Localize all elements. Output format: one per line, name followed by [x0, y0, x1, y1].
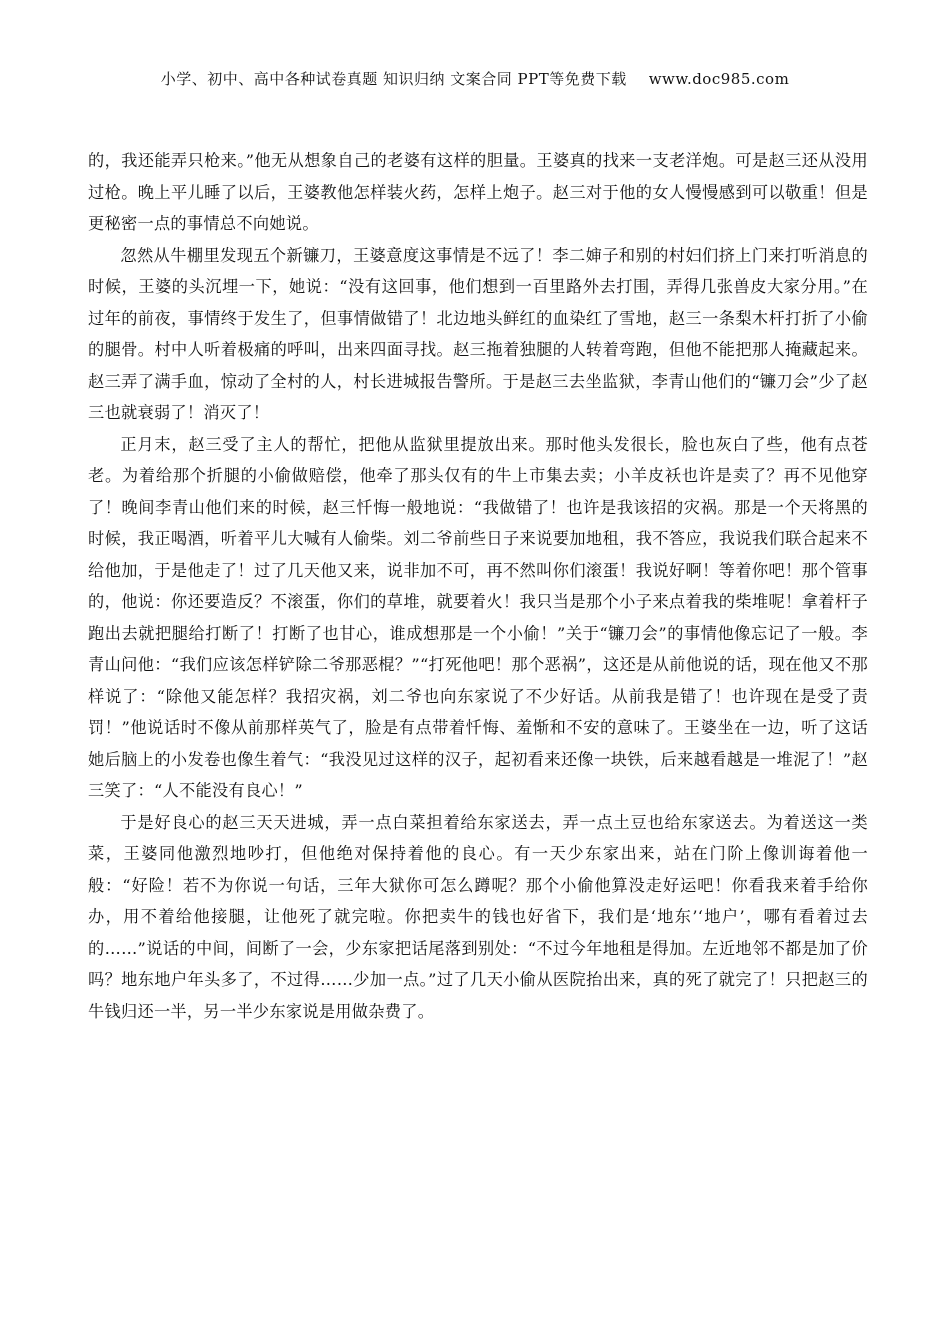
paragraph-3: 正月末，赵三受了主人的帮忙，把他从监狱里提放出来。那时他头发很长，脸也灰白了些，他有点苍老。为着给那个折腿的小偷做赔偿，他牵了那头仅有的牛上市集去卖；小羊皮袄也许是卖了？再不见他穿了！晚间李青山他们来的时候，赵三忏悔一般地说：“我做错了！也许是我该招的灾祸。那是一个天将黑的时候，我正喝酒，听着平儿大喊有人偷柴。刘二爷前些日子来说要加地租，我不答应，我说我们联合起来不给他加，于是他走了！过了几天他又来，说非加不可，再不然叫你们滚蛋！我说好啊！等着你吧！那个管事的，他说：你还要造反？不滚蛋，你们的草堆，就要着火！我只当是那个小子来点着我的柴堆呢！拿着杆子跑出去就把腿给打断了！打断了也甘心，谁成想那是一个小偷！”关于“镰刀会”的事情他像忘记了一般。李青山问他：“我们应该怎样铲除二爷那恶棍？”“打死他吧！那个恶祸”，这还是从前他说的话，现在他又不那样说了：“除他又能怎样？我招灾祸，刘二爷也向东家说了不少好话。从前我是错了！也许现在是受了责罚！”他说话时不像从前那样英气了，脸是有点带着忏悔、羞惭和不安的意味了。王婆坐在一边，听了这话她后脑上的小发卷也像生着气：“我没见过这样的汉子，起初看来还像一块铁，后来越看越是一堆泥了！”赵三笑了：“人不能没有良心！”: [88, 434, 868, 800]
article-body: [88, 145, 868, 1027]
page-header: [0, 68, 950, 89]
paragraph-4: 于是好良心的赵三天天进城，弄一点白菜担着给东家送去，弄一点土豆也给东家送去。为着送这一类菜，王婆同他激烈地吵打，但他绝对保持着他的良心。有一天少东家出来，站在门阶上像训诲着他一般：“好险！若不为你说一句话，三年大狱你可怎么蹲呢？那个小偷他算没走好运吧！你看我来着手给你办，用不着给他接腿，让他死了就完啦。你把卖牛的钱也好省下，我们是‘地东’‘地户’，哪有看着过去的……”说话的中间，间断了一会，少东家把话尾落到别处：“不过今年地租是得加。左近地邻不都是加了价吗？地东地户年头多了，不过得……少加一点。”过了几天小偷从医院抬出来，真的死了就完了！只把赵三的牛钱归还一半，另一半少东家说是用做杂费了。: [88, 812, 868, 1021]
paragraph-2: 忽然从牛棚里发现五个新镰刀，王婆意度这事情是不远了！李二婶子和别的村妇们挤上门来打听消息的时候，王婆的头沉埋一下，她说：“没有这回事，他们想到一百里路外去打围，弄得几张兽皮大家分用。”在过年的前夜，事情终于发生了，但事情做错了！北边地头鲜红的血染红了雪地，赵三一条梨木杆打折了小偷的腿骨。村中人听着极痛的呼叫，出来四面寻找。赵三拖着独腿的人转着弯跑，但他不能把那人掩藏起来。赵三弄了满手血，惊动了全村的人，村长进城报告警所。于是赵三去坐监狱，李青山他们的“镰刀会”少了赵三也就衰弱了！消灭了！: [88, 245, 868, 422]
paragraph-1: 的，我还能弄只枪来。”他无从想象自己的老婆有这样的胆量。王婆真的找来一支老洋炮。可是赵三还从没用过枪。晚上平儿睡了以后，王婆教他怎样装火药，怎样上炮子。赵三对于他的女人慢慢感到可以敬重！但是更秘密一点的事情总不向她说。: [88, 151, 868, 233]
header-url[interactable]: www.doc985.com: [648, 70, 790, 88]
header-text: 小学、初中、高中各种试卷真题 知识归纳 文案合同 PPT等免费下载: [160, 70, 627, 88]
